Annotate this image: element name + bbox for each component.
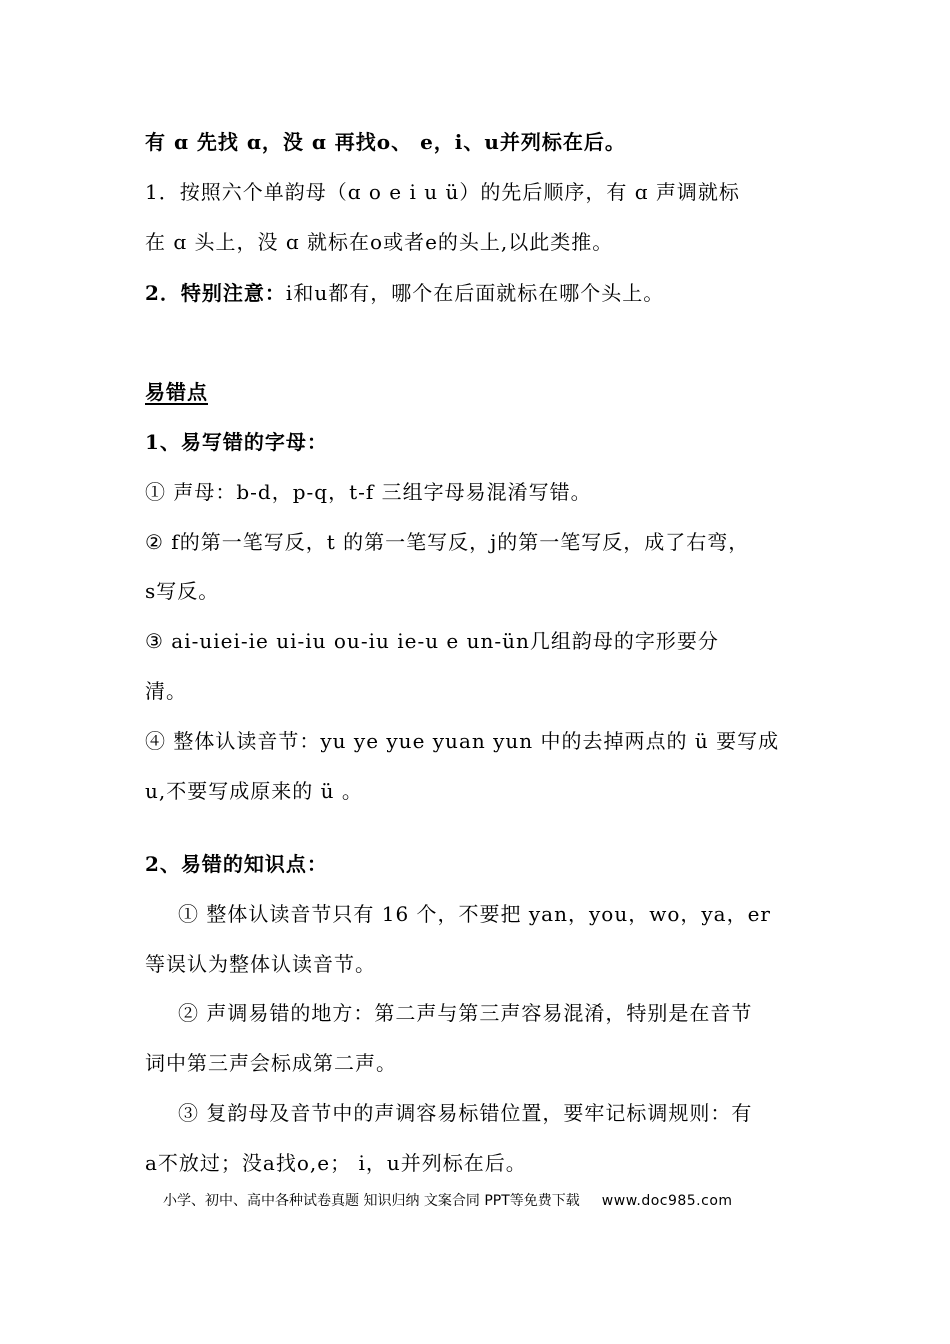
point-2-line-2: 词中第三声会标成第二声。 (145, 1051, 397, 1075)
item-3-line-1: ③ ai-uiei-ie ui-iu ou-iu ie-u e un-ün几组韵母的字形要分 (145, 629, 719, 653)
section-title-errors: 易错点 (145, 380, 208, 404)
point-3-line-1: ③ 复韵母及音节中的声调容易标错位置，要牢记标调规则：有 (178, 1101, 753, 1125)
item-4-line-2: u,不要写成原来的 ü 。 (145, 779, 363, 803)
item-2-line-1: ② f的第一笔写反，t 的第一笔写反，j的第一笔写反，成了右弯， (145, 530, 750, 554)
item-1: ① 声母：b-d，p-q，t-f 三组字母易混淆写错。 (145, 480, 592, 504)
rule-2-label: 2．特别注意： (145, 281, 286, 305)
point-2-line-1: ② 声调易错的地方：第二声与第三声容易混淆，特别是在音节 (178, 1001, 753, 1025)
rule-2-text: i和u都有，哪个在后面就标在哪个头上。 (285, 281, 665, 305)
item-4-line-1: ④ 整体认读音节：yu ye yue yuan yun 中的去掉两点的 ü 要写成 (145, 729, 780, 753)
point-1-line-2: 等误认为整体认读音节。 (145, 952, 376, 976)
item-2-line-2: s写反。 (145, 579, 220, 603)
point-3-line-2: a不放过；没a找o,e； i，u并列标在后。 (145, 1151, 527, 1175)
subsection-2-title: 2、易错的知识点： (145, 852, 328, 876)
item-3-line-2: 清。 (145, 679, 187, 703)
rule-heading: 有 ɑ 先找 ɑ，没 ɑ 再找o、 e，i、u并列标在后。 (145, 130, 626, 154)
rule-2 (145, 281, 664, 305)
footer (163, 1191, 733, 1211)
point-1-line-1: ① 整体认读音节只有 16 个，不要把 yan，you，wo，ya，er (178, 902, 771, 926)
footer-site-link[interactable]: www.doc985.com (601, 1193, 733, 1209)
rule-1-line-1: 1．按照六个单韵母（ɑ o e i u ü）的先后顺序，有 ɑ 声调就标 (145, 180, 740, 204)
rule-1-line-2: 在 ɑ 头上，没 ɑ 就标在o或者e的头上,以此类推。 (145, 230, 614, 254)
subsection-1-title: 1、易写错的字母： (145, 430, 328, 454)
footer-text: 小学、初中、高中各种试卷真题 知识归纳 文案合同 PPT等免费下载 (163, 1193, 580, 1209)
